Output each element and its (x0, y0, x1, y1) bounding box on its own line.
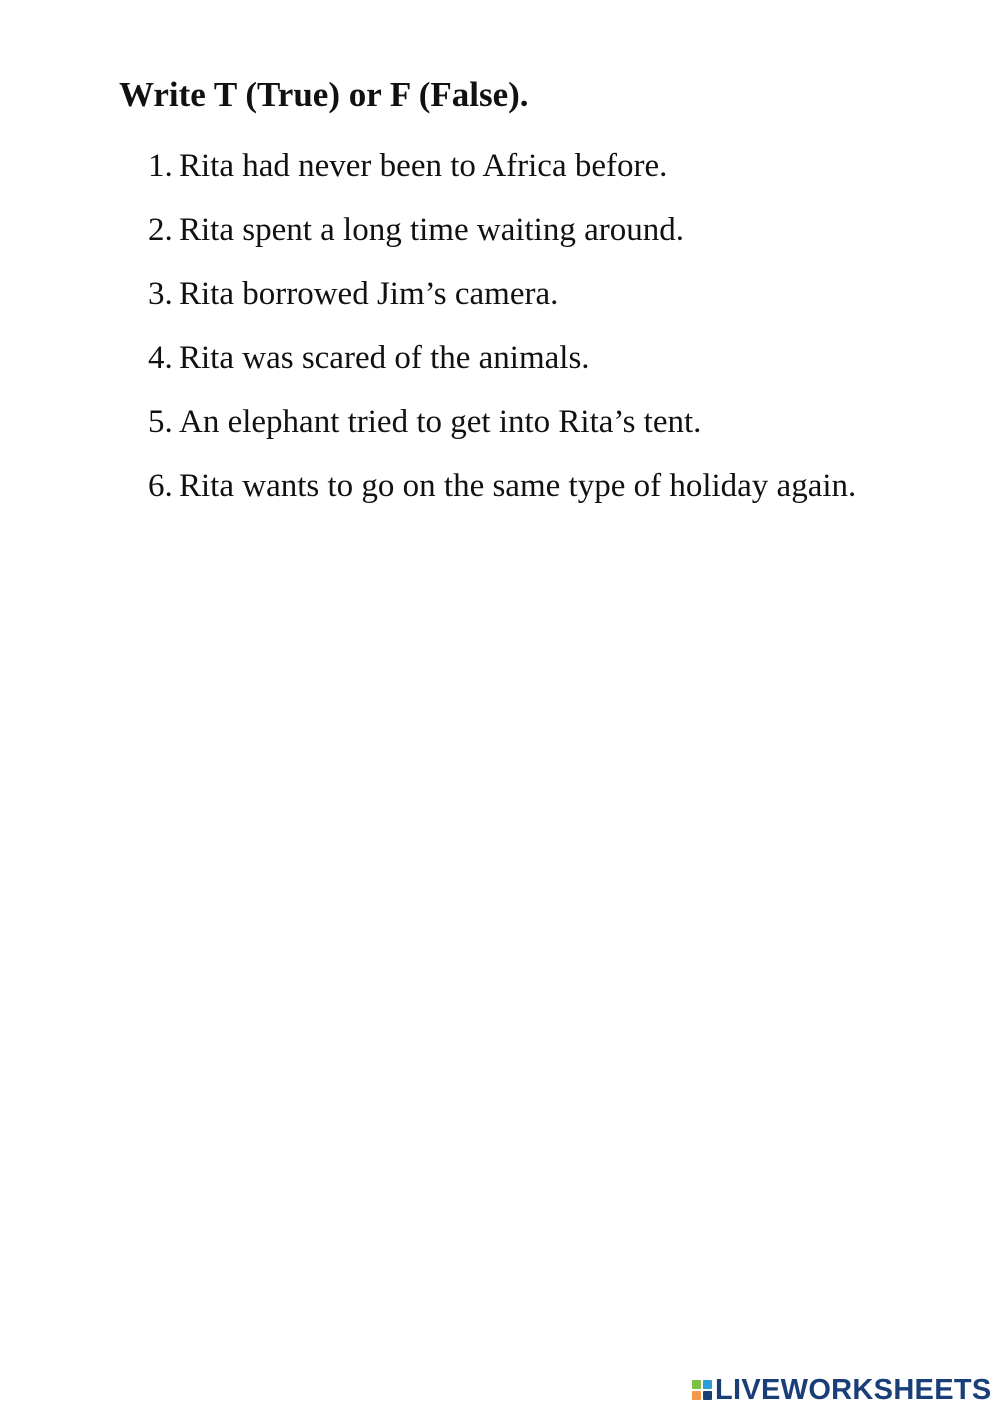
question-text: Rita had never been to Africa before. (179, 148, 668, 184)
question-number: 2. (148, 212, 173, 248)
logo-text: LIVEWORKSHEETS (715, 1374, 992, 1406)
instruction-heading: Write T (True) or F (False). (119, 75, 529, 114)
logo-square (703, 1391, 712, 1400)
question-text: Rita spent a long time waiting around. (179, 212, 684, 248)
question-number: 4. (148, 340, 173, 376)
liveworksheets-logo-icon (692, 1380, 712, 1400)
liveworksheets-logo (692, 1374, 992, 1406)
question-item-5 (0, 390, 1000, 454)
question-item-1 (0, 134, 1000, 198)
question-list (0, 134, 1000, 582)
question-item-2 (0, 198, 1000, 262)
question-number: 3. (148, 276, 173, 312)
question-number: 5. (148, 404, 173, 440)
question-text: Rita was scared of the animals. (179, 340, 590, 376)
question-text: An elephant tried to get into Rita’s tent. (179, 404, 702, 440)
logo-square (703, 1380, 712, 1389)
question-number: 1. (148, 148, 173, 184)
question-item-6 (0, 454, 1000, 582)
question-text: Rita wants to go on the same type of holiday again. (179, 468, 857, 504)
question-item-3 (0, 262, 1000, 326)
logo-square (692, 1391, 701, 1400)
question-number: 6. (148, 468, 173, 504)
question-text: Rita borrowed Jim’s camera. (179, 276, 559, 312)
question-item-4 (0, 326, 1000, 390)
logo-square (692, 1380, 701, 1389)
